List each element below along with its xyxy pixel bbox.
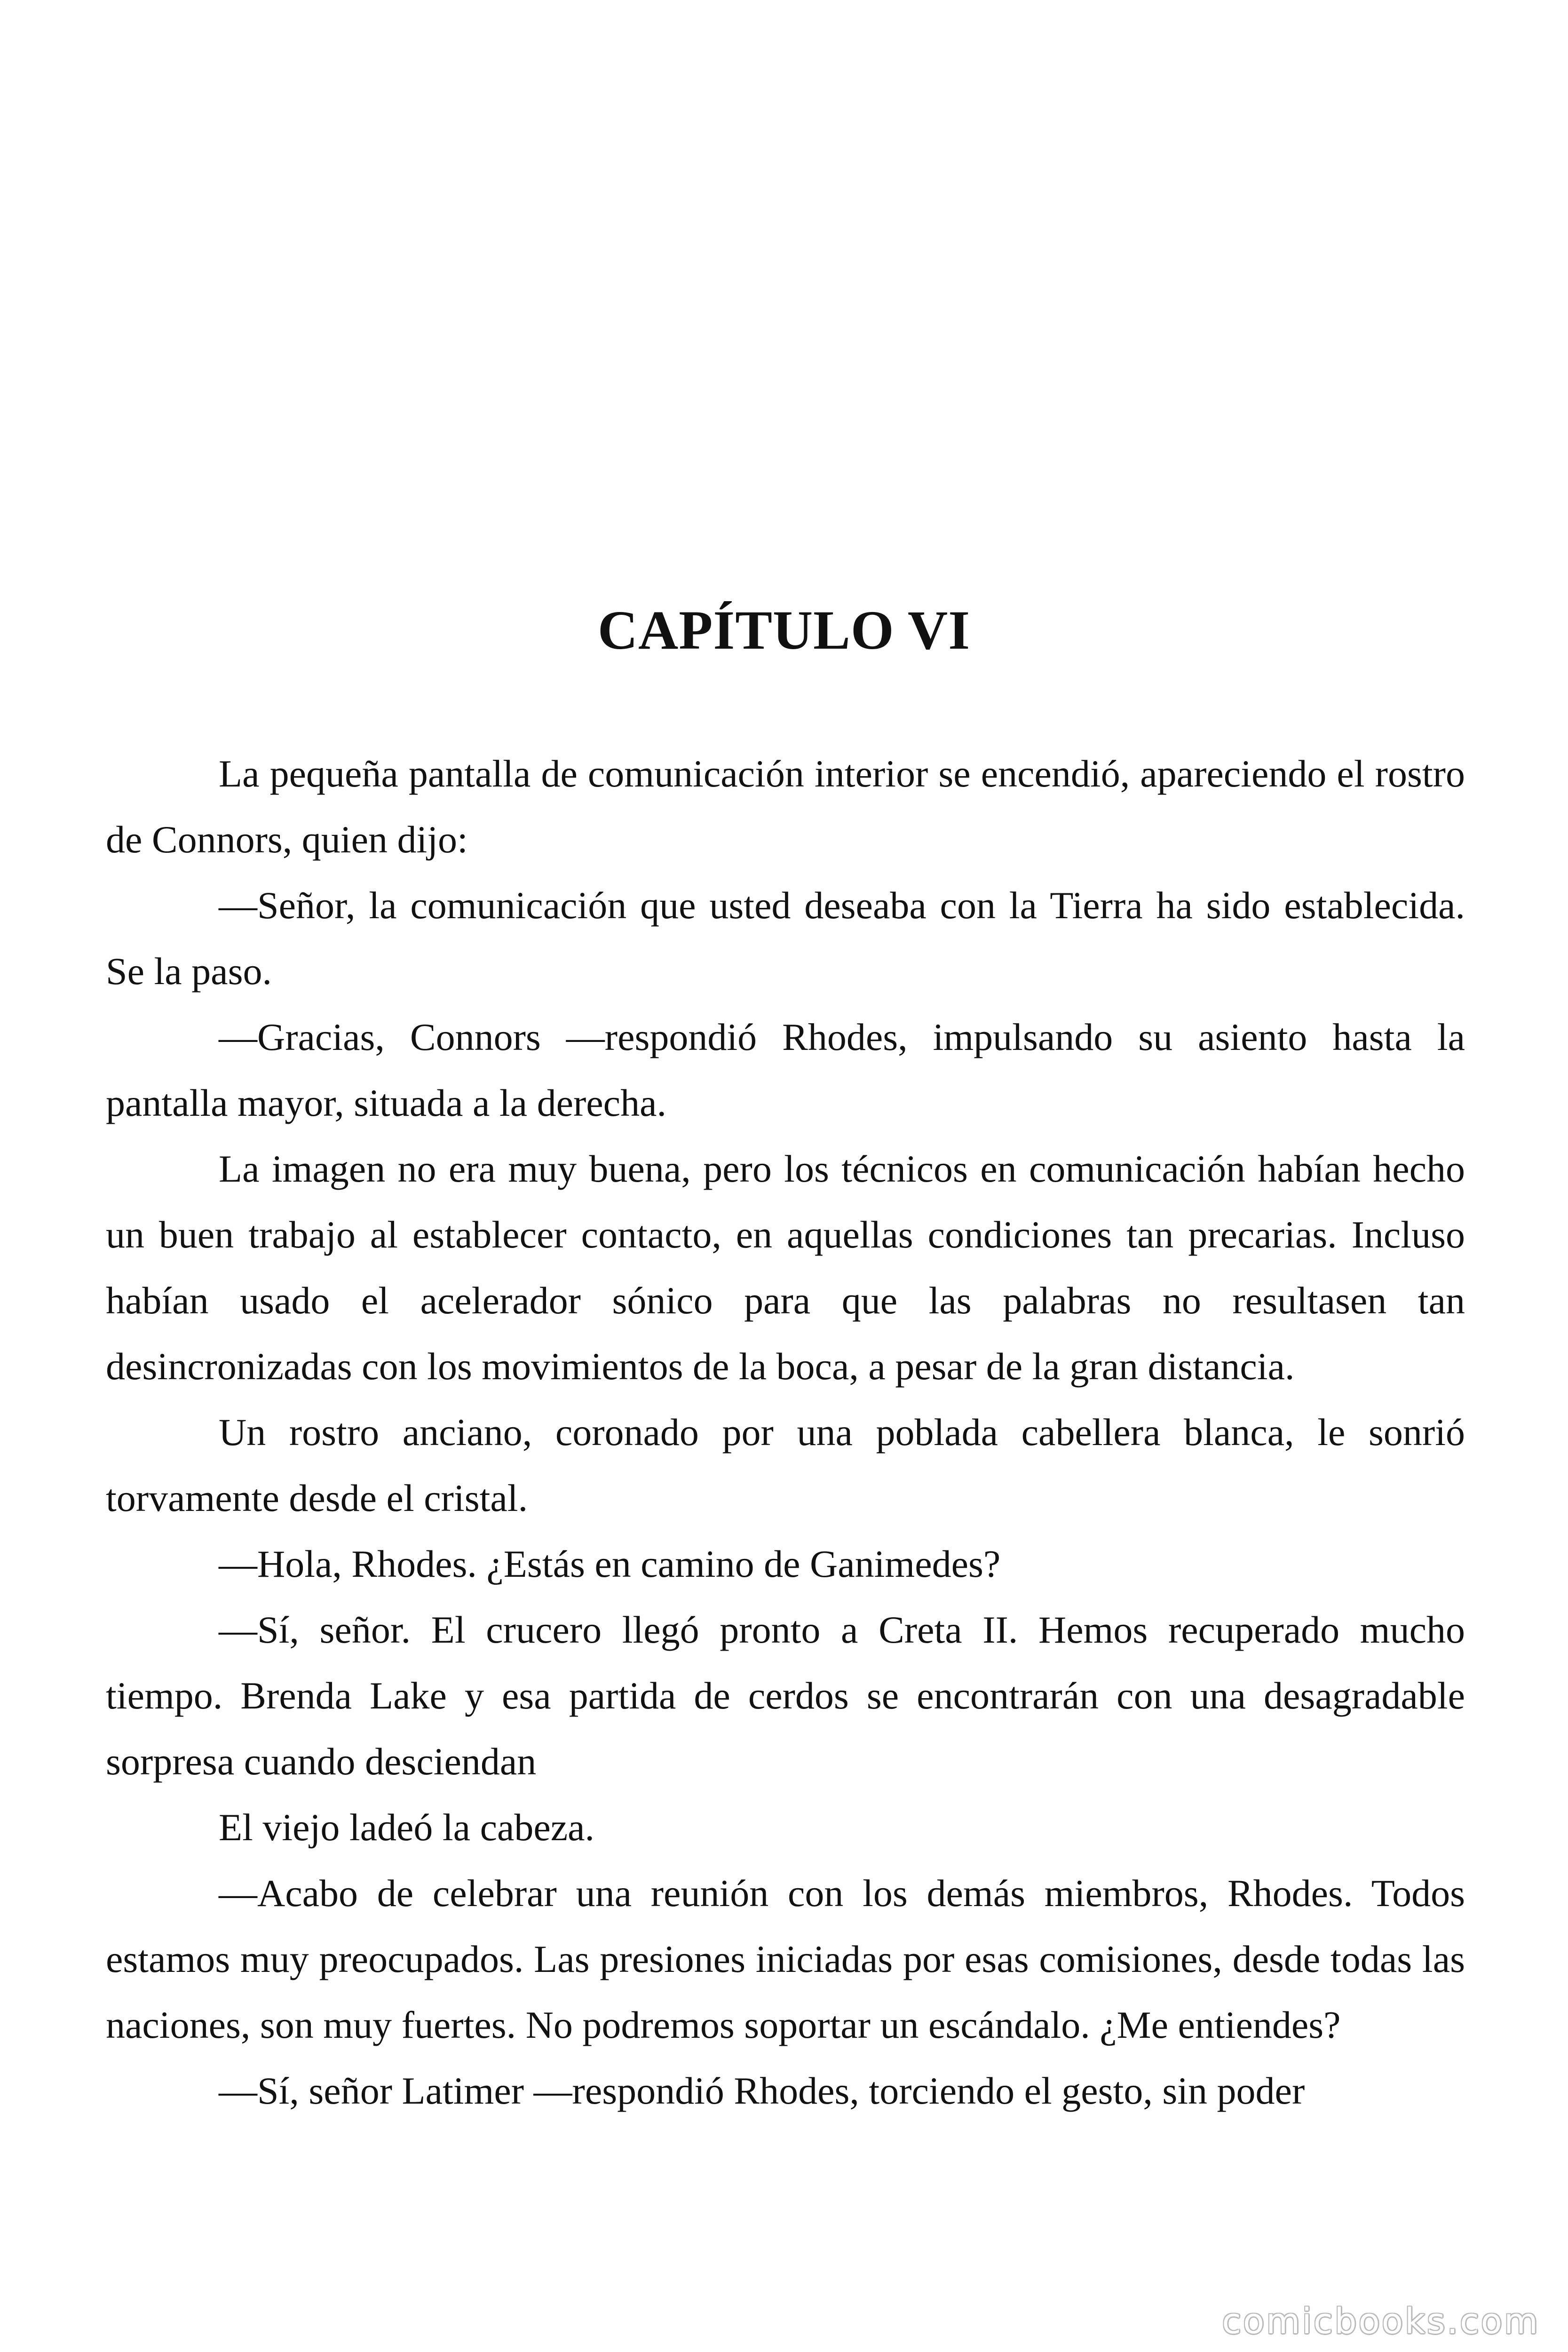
paragraph: —Acabo de celebrar una reunión con los demás miembros, Rhodes. Todos estamos muy preocupados. Las presiones iniciadas por esas comisiones, desde todas las naciones, son muy fuertes. No podremos soportar un escándalo. ¿Me entiendes? (106, 1872, 1465, 2046)
paragraph: La pequeña pantalla de comunicación interior se encendió, apareciendo el rostro de Connors, quien dijo: (106, 752, 1465, 861)
watermark: comicbooks.com (1222, 2301, 1540, 2342)
paragraph: Un rostro anciano, coronado por una poblada cabellera blanca, le sonrió torvamente desde el cristal. (106, 1411, 1465, 1519)
paragraph: —Gracias, Connors —respondió Rhodes, impulsando su asiento hasta la pantalla mayor, situada a la derecha. (106, 1016, 1465, 1124)
paragraph: —Sí, señor Latimer —respondió Rhodes, torciendo el gesto, sin poder (219, 2069, 1305, 2112)
paragraph: El viejo ladeó la cabeza. (219, 1806, 595, 1849)
chapter-title: CAPÍTULO VI (597, 599, 971, 661)
chapter-body (106, 741, 1465, 2124)
paragraph: —Señor, la comunicación que usted deseaba con la Tierra ha sido establecida. Se la paso. (106, 884, 1465, 993)
paragraph: —Hola, Rhodes. ¿Estás en camino de Ganimedes? (219, 1542, 1001, 1585)
paragraph: —Sí, señor. El crucero llegó pronto a Creta II. Hemos recuperado mucho tiempo. Brenda Lake y esa partida de cerdos se encontrarán con una desagradable sorpresa cuando desciendan (106, 1608, 1465, 1783)
paragraph: La imagen no era muy buena, pero los técnicos en comunicación habían hecho un buen trabajo al establecer contacto, en aquellas condiciones tan precarias. Incluso habían usado el acelerador sónico para que las palabras no resultasen tan desincronizadas con los movimientos de la boca, a pesar de la gran distancia. (106, 1147, 1465, 1388)
